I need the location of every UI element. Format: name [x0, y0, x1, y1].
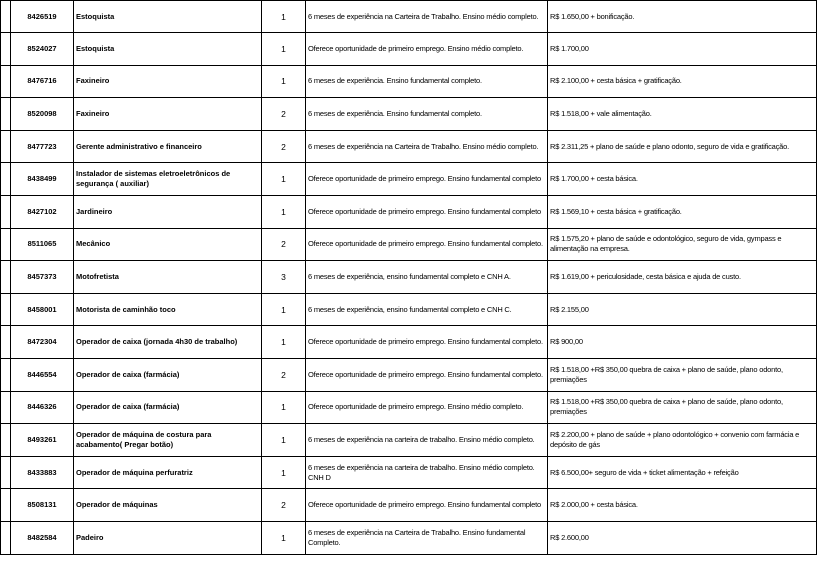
table-row — [1, 98, 817, 131]
vacancies-cell: 1 — [262, 65, 306, 98]
salary-benefits-cell: R$ 2.600,00 — [548, 521, 817, 554]
requirements-cell: Oferece oportunidade de primeiro emprego. Ensino fundamental completo. — [306, 358, 548, 391]
row-margin-cell — [1, 163, 11, 196]
job-title-cell: Jardineiro — [74, 195, 262, 228]
job-title-cell: Gerente administrativo e financeiro — [74, 130, 262, 163]
table-row — [1, 130, 817, 163]
row-margin-cell — [1, 1, 11, 33]
requirements-cell: 6 meses de experiência na carteira de trabalho. Ensino médio completo. — [306, 424, 548, 457]
vacancies-cell: 1 — [262, 1, 306, 33]
vacancies-cell: 2 — [262, 358, 306, 391]
table-row — [1, 391, 817, 424]
job-code-cell: 8458001 — [11, 293, 74, 326]
table-row — [1, 228, 817, 261]
job-title-cell: Motofretista — [74, 261, 262, 294]
salary-benefits-cell: R$ 2.100,00 + cesta básica + gratificação. — [548, 65, 817, 98]
table-row — [1, 489, 817, 522]
vacancies-cell: 1 — [262, 293, 306, 326]
requirements-cell: Oferece oportunidade de primeiro emprego. Ensino fundamental completo — [306, 489, 548, 522]
job-code-cell: 8482584 — [11, 521, 74, 554]
table-row — [1, 261, 817, 294]
table-row — [1, 358, 817, 391]
job-code-cell: 8446326 — [11, 391, 74, 424]
job-code-cell: 8472304 — [11, 326, 74, 359]
table-row — [1, 195, 817, 228]
table-row — [1, 456, 817, 489]
job-title-cell: Faxineiro — [74, 65, 262, 98]
job-code-cell: 8457373 — [11, 261, 74, 294]
requirements-cell: 6 meses de experiência na Carteira de Trabalho. Ensino médio completo. — [306, 130, 548, 163]
table-row — [1, 326, 817, 359]
table-row — [1, 293, 817, 326]
row-margin-cell — [1, 326, 11, 359]
salary-benefits-cell: R$ 900,00 — [548, 326, 817, 359]
requirements-cell: Oferece oportunidade de primeiro emprego. Ensino fundamental completo. — [306, 326, 548, 359]
salary-benefits-cell: R$ 1.700,00 — [548, 33, 817, 66]
job-code-cell: 8524027 — [11, 33, 74, 66]
row-margin-cell — [1, 521, 11, 554]
row-margin-cell — [1, 65, 11, 98]
vacancies-cell: 1 — [262, 391, 306, 424]
salary-benefits-cell: R$ 1.700,00 + cesta básica. — [548, 163, 817, 196]
table-row — [1, 424, 817, 457]
job-code-cell: 8427102 — [11, 195, 74, 228]
requirements-cell: Oferece oportunidade de primeiro emprego. Ensino médio completo. — [306, 33, 548, 66]
row-margin-cell — [1, 130, 11, 163]
vacancies-cell: 1 — [262, 521, 306, 554]
job-listings-body — [1, 1, 817, 555]
job-code-cell: 8493261 — [11, 424, 74, 457]
job-title-cell: Estoquista — [74, 1, 262, 33]
table-row — [1, 65, 817, 98]
row-margin-cell — [1, 424, 11, 457]
row-margin-cell — [1, 391, 11, 424]
vacancies-cell: 1 — [262, 326, 306, 359]
requirements-cell: 6 meses de experiência. Ensino fundamental completo. — [306, 98, 548, 131]
job-title-cell: Operador de caixa (farmácia) — [74, 391, 262, 424]
job-code-cell: 8508131 — [11, 489, 74, 522]
salary-benefits-cell: R$ 1.650,00 + bonificação. — [548, 1, 817, 33]
vacancies-cell: 1 — [262, 33, 306, 66]
row-margin-cell — [1, 358, 11, 391]
salary-benefits-cell: R$ 2.155,00 — [548, 293, 817, 326]
job-title-cell: Estoquista — [74, 33, 262, 66]
table-row — [1, 521, 817, 554]
job-code-cell: 8476716 — [11, 65, 74, 98]
job-title-cell: Operador de caixa (jornada 4h30 de trabalho) — [74, 326, 262, 359]
requirements-cell: 6 meses de experiência na carteira de trabalho. Ensino médio completo. CNH D — [306, 456, 548, 489]
table-row — [1, 163, 817, 196]
salary-benefits-cell: R$ 6.500,00+ seguro de vida + ticket alimentação + refeição — [548, 456, 817, 489]
row-margin-cell — [1, 228, 11, 261]
job-title-cell: Mecânico — [74, 228, 262, 261]
vacancies-cell: 3 — [262, 261, 306, 294]
job-title-cell: Operador de máquinas — [74, 489, 262, 522]
salary-benefits-cell: R$ 1.575,20 + plano de saúde e odontológico, seguro de vida, gympass e alimentação na empresa. — [548, 228, 817, 261]
salary-benefits-cell: R$ 2.000,00 + cesta básica. — [548, 489, 817, 522]
salary-benefits-cell: R$ 1.518,00 +R$ 350,00 quebra de caixa + plano de saúde, plano odonto, premiações — [548, 358, 817, 391]
requirements-cell: Oferece oportunidade de primeiro emprego. Ensino fundamental completo — [306, 195, 548, 228]
job-title-cell: Padeiro — [74, 521, 262, 554]
vacancies-cell: 1 — [262, 163, 306, 196]
job-code-cell: 8511065 — [11, 228, 74, 261]
table-row — [1, 33, 817, 66]
job-code-cell: 8433883 — [11, 456, 74, 489]
vacancies-cell: 2 — [262, 489, 306, 522]
job-code-cell: 8438499 — [11, 163, 74, 196]
row-margin-cell — [1, 456, 11, 489]
requirements-cell: 6 meses de experiência na Carteira de Trabalho. Ensino fundamental Completo. — [306, 521, 548, 554]
salary-benefits-cell: R$ 1.619,00 + periculosidade, cesta básica e ajuda de custo. — [548, 261, 817, 294]
salary-benefits-cell: R$ 1.518,00 + vale alimentação. — [548, 98, 817, 131]
vacancies-cell: 1 — [262, 195, 306, 228]
requirements-cell: 6 meses de experiência na Carteira de Trabalho. Ensino médio completo. — [306, 1, 548, 33]
salary-benefits-cell: R$ 2.311,25 + plano de saúde e plano odonto, seguro de vida e gratificação. — [548, 130, 817, 163]
job-code-cell: 8426519 — [11, 1, 74, 33]
table-row — [1, 1, 817, 33]
salary-benefits-cell: R$ 1.569,10 + cesta básica + gratificação. — [548, 195, 817, 228]
requirements-cell: Oferece oportunidade de primeiro emprego. Ensino médio completo. — [306, 391, 548, 424]
requirements-cell: Oferece oportunidade de primeiro emprego. Ensino fundamental completo — [306, 163, 548, 196]
job-title-cell: Instalador de sistemas eletroeletrônicos de segurança ( auxiliar) — [74, 163, 262, 196]
salary-benefits-cell: R$ 2.200,00 + plano de saúde + plano odontológico + convenio com farmácia e depósito de gás — [548, 424, 817, 457]
job-code-cell: 8446554 — [11, 358, 74, 391]
job-title-cell: Motorista de caminhão toco — [74, 293, 262, 326]
requirements-cell: 6 meses de experiência, ensino fundamental completo e CNH C. — [306, 293, 548, 326]
row-margin-cell — [1, 98, 11, 131]
vacancies-cell: 1 — [262, 456, 306, 489]
job-title-cell: Operador de máquina de costura para acabamento( Pregar botão) — [74, 424, 262, 457]
vacancies-cell: 2 — [262, 228, 306, 261]
row-margin-cell — [1, 33, 11, 66]
row-margin-cell — [1, 489, 11, 522]
vacancies-cell: 2 — [262, 98, 306, 131]
job-title-cell: Operador de máquina perfuratriz — [74, 456, 262, 489]
salary-benefits-cell: R$ 1.518,00 +R$ 350,00 quebra de caixa + plano de saúde, plano odonto, premiações — [548, 391, 817, 424]
row-margin-cell — [1, 293, 11, 326]
requirements-cell: 6 meses de experiência, ensino fundamental completo e CNH A. — [306, 261, 548, 294]
job-code-cell: 8477723 — [11, 130, 74, 163]
row-margin-cell — [1, 195, 11, 228]
requirements-cell: Oferece oportunidade de primeiro emprego. Ensino fundamental completo. — [306, 228, 548, 261]
requirements-cell: 6 meses de experiência. Ensino fundamental completo. — [306, 65, 548, 98]
vacancies-cell: 1 — [262, 424, 306, 457]
row-margin-cell — [1, 261, 11, 294]
job-title-cell: Operador de caixa (farmácia) — [74, 358, 262, 391]
job-title-cell: Faxineiro — [74, 98, 262, 131]
vacancies-cell: 2 — [262, 130, 306, 163]
job-code-cell: 8520098 — [11, 98, 74, 131]
